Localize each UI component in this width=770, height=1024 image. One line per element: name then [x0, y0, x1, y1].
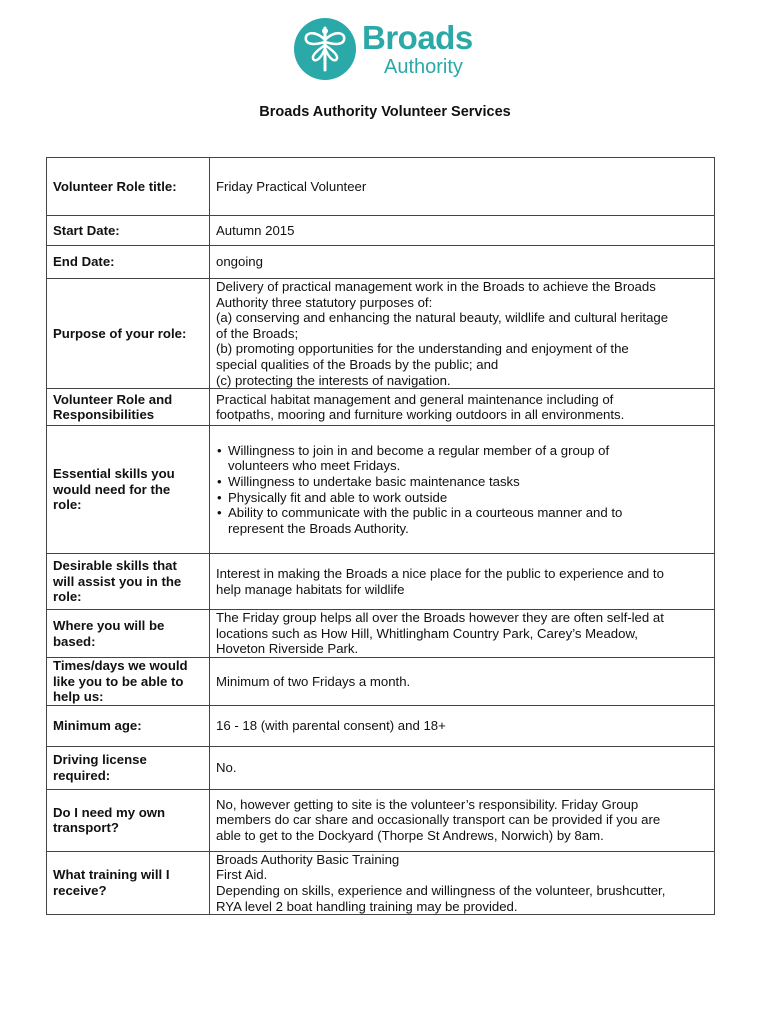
broads-authority-logo: [294, 18, 484, 80]
table-row: [47, 246, 715, 279]
purpose-line: (b) promoting opportunities for the understanding and enjoyment of the: [216, 341, 629, 357]
role-title-value: Friday Practical Volunteer: [210, 158, 715, 216]
table-row: [47, 789, 715, 851]
purpose-label: Purpose of your role:: [47, 279, 210, 389]
essential-skills-list: [216, 443, 708, 537]
based-value: The Friday group helps all over the Broads however they are often self-led at locations such as How Hill, Whitlingham Country Park, Carey’s Meadow, Hoveton Riverside Park.: [210, 610, 715, 658]
training-value: Broads Authority Basic Training First Aid. Depending on skills, experience and willingness of the volunteer, brushcutter, RYA level 2 boat handling training may be provided.: [210, 851, 715, 914]
minimum-age-label: Minimum age:: [47, 705, 210, 746]
based-label: Where you will be based:: [47, 610, 210, 658]
table-row: [47, 746, 715, 789]
list-item: • Willingness to join in and become a regular member of a group of volunteers who meet Fridays.: [216, 443, 708, 474]
times-label: Times/days we would like you to be able to help us:: [47, 657, 210, 705]
table-row: [47, 554, 715, 610]
transport-label: Do I need my own transport?: [47, 789, 210, 851]
responsibilities-value: Practical habitat management and general maintenance including of footpaths, mooring and furniture working outdoors in all environments.: [210, 389, 715, 426]
essential-skills-label: Essential skills you would need for the role:: [47, 426, 210, 554]
table-row: [47, 279, 715, 389]
purpose-line: Delivery of practical management work in the Broads to achieve the Broads: [216, 279, 656, 294]
times-value: Minimum of two Fridays a month.: [210, 657, 715, 705]
start-date-label: Start Date:: [47, 216, 210, 246]
purpose-line: special qualities of the Broads by the public; and: [216, 356, 499, 372]
purpose-value: [210, 279, 715, 389]
table-row: [47, 705, 715, 746]
essential-skills-value: [210, 426, 715, 554]
list-item: • Physically fit and able to work outside: [216, 490, 708, 506]
end-date-value: ongoing: [210, 246, 715, 279]
table-row: [47, 426, 715, 554]
purpose-line: (a) conserving and enhancing the natural beauty, wildlife and cultural heritage: [216, 310, 669, 326]
table-row: [47, 610, 715, 658]
logo-name: Broads: [362, 19, 473, 56]
end-date-label: End Date:: [47, 246, 210, 279]
driving-label: Driving license required:: [47, 746, 210, 789]
logo-subname: Authority: [384, 56, 463, 78]
desirable-skills-label: Desirable skills that will assist you in the role:: [47, 554, 210, 610]
document-title: Broads Authority Volunteer Services: [259, 104, 511, 120]
purpose-line: Authority three statutory purposes of:: [216, 294, 433, 310]
table-row: [47, 657, 715, 705]
table-row: [47, 158, 715, 216]
purpose-line: (c) protecting the interests of navigation.: [216, 372, 451, 388]
volunteer-role-table: [46, 157, 715, 915]
responsibilities-label: Volunteer Role and Responsibilities: [47, 389, 210, 426]
role-title-label: Volunteer Role title:: [47, 158, 210, 216]
list-item: • Willingness to undertake basic maintenance tasks: [216, 474, 708, 490]
desirable-skills-value: Interest in making the Broads a nice place for the public to experience and to help manage habitats for wildlife: [210, 554, 715, 610]
transport-value: No, however getting to site is the volunteer’s responsibility. Friday Group members do car share and occasionally transport can be provided if you are able to get to the Dockyard (Thorpe St Andrews, Norwich) by 8am.: [210, 789, 715, 851]
list-item: • Ability to communicate with the public in a courteous manner and to represent the Broads Authority.: [216, 505, 708, 536]
dragonfly-icon: [294, 18, 356, 80]
purpose-line: of the Broads;: [216, 325, 299, 341]
table-row: [47, 216, 715, 246]
driving-value: No.: [210, 746, 715, 789]
minimum-age-value: 16 - 18 (with parental consent) and 18+: [210, 705, 715, 746]
table-row: [47, 851, 715, 914]
training-label: What training will I receive?: [47, 851, 210, 914]
table-row: [47, 389, 715, 426]
start-date-value: Autumn 2015: [210, 216, 715, 246]
